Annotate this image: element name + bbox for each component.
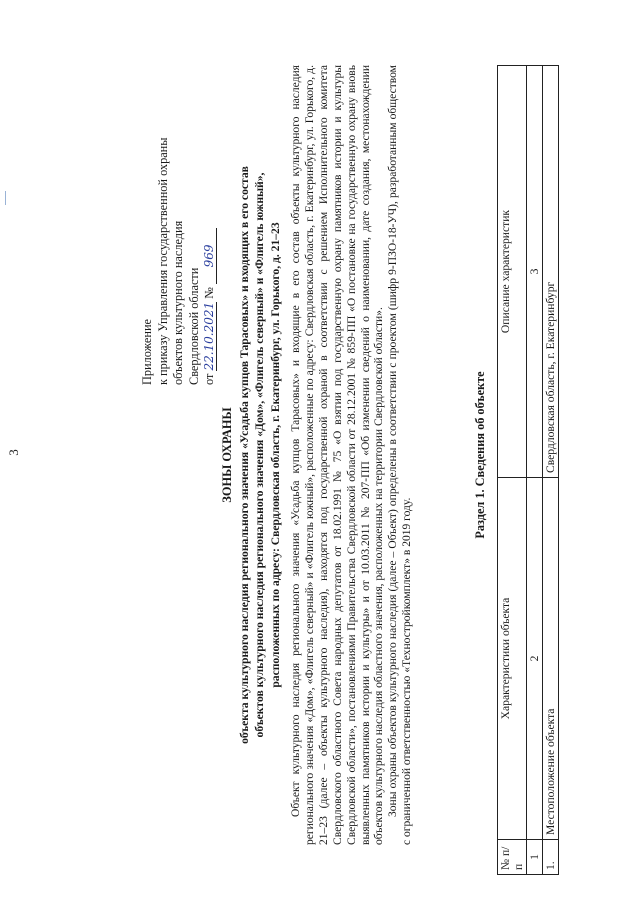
section-title: Раздел 1. Сведения об объекте [473, 371, 487, 539]
table-cell: Свердловская область, г. Екатеринбург [543, 66, 559, 478]
appendix-line: объектов культурного наследия [171, 220, 186, 385]
body-text [290, 65, 415, 845]
table-cell: 1 [527, 840, 543, 875]
table-header-cell: Описание характеристик [498, 66, 527, 478]
paragraph: Объект культурного наследия регионального значения «Усадьба купцов Тарасовых» и входящие в его состав объекты культурного наследия регионального значения «Дом», «Флигель северный» и «Флигель южный», расположенные по адресу: Свердловская область, г. Екатеринбург, ул. Горького, д. 21–23 (далее – объекты культурного наследия), находятся под государственной охраной в соответствии с решением Исполнительного комитета Свердловского областного Совета народных депутатов от 18.02.1991 № 75 «О взятии под государственную охрану памятников истории и культуры Свердловской области», постановлениями Правительства Свердловской области от 28.12.2001 № 859-ПП «О постановке на государственную охрану вновь выявленных памятников истории и культуры» и от 10.03.2011 № 207-ПП «Об изменении сведений о наименовании, дате создания, местонахождении объектов культурного наследия областного значения, расположенных на территории Свердловской области». [290, 65, 386, 845]
table-header-row [498, 66, 527, 875]
scan-mark [5, 191, 6, 205]
appendix-line: Приложение [140, 319, 154, 385]
title-line: расположенных по адресу: Свердловская область, г. Екатеринбург, ул. Горького, д. 21–23 [268, 222, 282, 688]
table-cell: 1. [543, 840, 559, 875]
table-header-cell: Характеристики объекта [498, 478, 527, 840]
paragraph: Зоны охраны объектов культурного наследия (далее – Объект) определены в соответствии с проектом (шифр 9-ПЗО-18-УЧ), разработанным обществом с ограниченной ответственностью «Техностройкомплект» в 2019 году. [387, 65, 414, 845]
title-line: объектов культурного наследия регионального значения «Дом», «Флигель северный» и «Флигель южный», [253, 172, 267, 738]
page-number: 3 [6, 449, 21, 456]
table-header-cell: № п/п [498, 840, 527, 875]
number-prefix: № [202, 287, 217, 299]
date-value: 22.10.2021 [202, 301, 217, 371]
table-cell: 3 [527, 66, 543, 478]
appendix-date-line [202, 55, 218, 385]
appendix-block [140, 55, 218, 385]
appendix-line: Свердловской области [186, 267, 201, 385]
table-cell: Местоположение объекта [543, 478, 559, 840]
appendix-line: к приказу Управления государственной охраны [155, 137, 170, 385]
document-title [220, 65, 283, 845]
table-row [543, 66, 559, 875]
title-line: объекта культурного наследия регионального значения «Усадьба купцов Тарасовых» и входящих в его состав [238, 166, 252, 744]
number-value: 969 [203, 228, 217, 284]
table-numbering-row [527, 66, 543, 875]
date-prefix: от [202, 373, 217, 385]
title-heading: ЗОНЫ ОХРАНЫ [220, 407, 234, 503]
table-cell: 2 [527, 478, 543, 840]
object-info-table [497, 65, 559, 875]
